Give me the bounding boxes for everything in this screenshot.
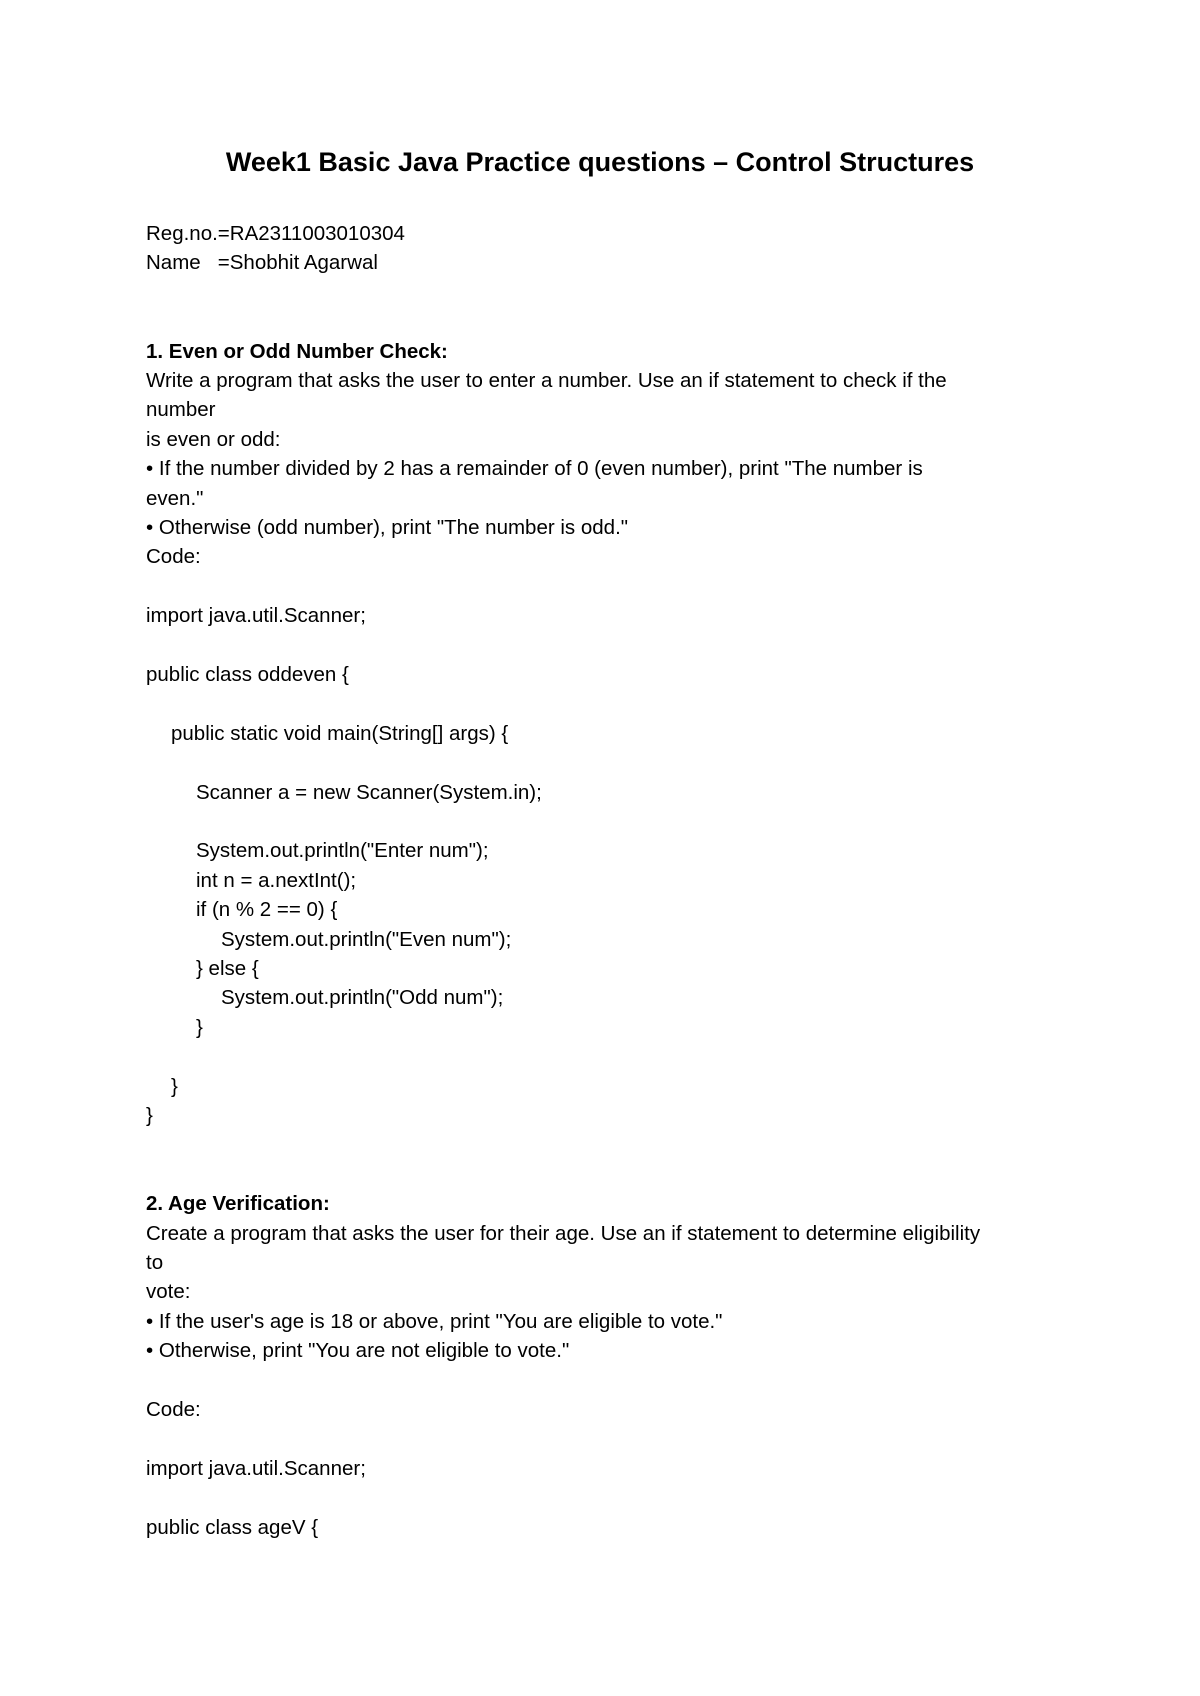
spacer (146, 1160, 1076, 1189)
spacer (146, 748, 1076, 777)
code-line: import java.util.Scanner; (146, 604, 366, 628)
spacer (146, 1130, 1076, 1159)
code-line: } (146, 1104, 153, 1128)
code-line: Scanner a = new Scanner(System.in); (196, 780, 542, 804)
spacer (146, 1483, 1076, 1512)
q1-code-label: Code: (146, 545, 201, 569)
q1-description-line: is even or odd: (146, 427, 281, 451)
code-line: public static void main(String[] args) { (171, 721, 509, 745)
code-line: if (n % 2 == 0) { (196, 898, 338, 922)
q2-description-line: Create a program that asks the user for their age. Use an if statement to determine eligibility (146, 1221, 981, 1245)
q2-description-line: to (146, 1251, 164, 1275)
code-line: } (171, 1074, 178, 1098)
q1-bullet-odd: • Otherwise (odd number), print "The number is odd." (146, 516, 629, 540)
q2-description-line: vote: (146, 1280, 191, 1304)
q2-bullet-eligible: • If the user's age is 18 or above, print "You are eligible to vote." (146, 1309, 723, 1333)
name-line: Name =Shobhit Agarwal (146, 251, 378, 275)
spacer (146, 631, 1076, 660)
q1-description-line: Write a program that asks the user to enter a number. Use an if statement to check if the (146, 369, 947, 392)
code-line: public class oddeven { (146, 663, 349, 687)
q1-description-line: number (146, 398, 216, 422)
reg-no-line: Reg.no.=RA2311003010304 (146, 222, 405, 245)
q2-heading: 2. Age Verification: (146, 1192, 330, 1216)
code-line: public class ageV { (146, 1515, 319, 1539)
spacer (146, 572, 1076, 601)
code-line: int n = a.nextInt(); (196, 868, 357, 892)
q1-heading: 1. Even or Odd Number Check: (146, 339, 448, 363)
code-line: } (196, 1015, 203, 1039)
code-line: System.out.println("Odd num"); (221, 986, 504, 1010)
code-line: System.out.println("Even num"); (221, 927, 512, 951)
spacer (146, 307, 1076, 336)
spacer (146, 1424, 1076, 1453)
spacer (146, 807, 1076, 836)
code-line: import java.util.Scanner; (146, 1456, 366, 1480)
q1-bullet-even: • If the number divided by 2 has a remainder of 0 (even number), print "The number is (146, 457, 923, 481)
q2-bullet-not-eligible: • Otherwise, print "You are not eligible to vote." (146, 1339, 570, 1363)
document-body (146, 219, 1076, 1542)
code-line: System.out.println("Enter num"); (196, 839, 489, 863)
spacer (146, 1042, 1076, 1071)
code-line: } else { (196, 957, 259, 981)
q2-code-label: Code: (146, 1398, 201, 1422)
spacer (146, 689, 1076, 718)
spacer (146, 1366, 1076, 1395)
q1-bullet-even-cont: even." (146, 486, 204, 510)
spacer (146, 278, 1076, 307)
page-title: Week1 Basic Java Practice questions – Control Structures (225, 147, 975, 177)
